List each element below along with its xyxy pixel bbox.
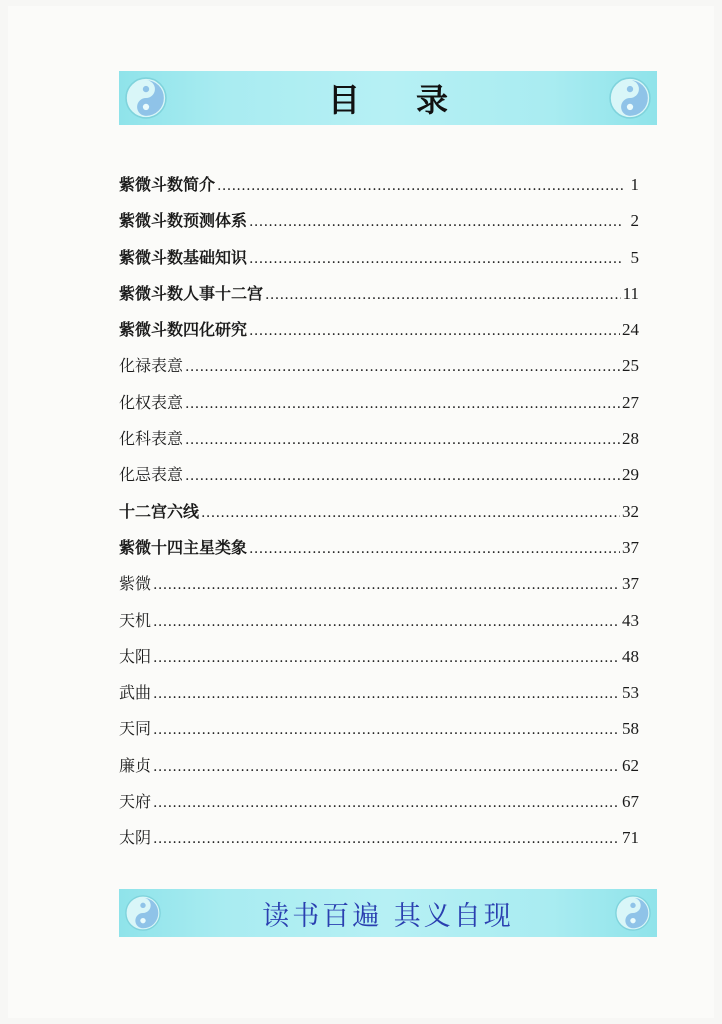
toc-entry-page-number: 67 bbox=[622, 792, 639, 812]
toc-entry[interactable] bbox=[119, 385, 639, 421]
toc-entry[interactable] bbox=[119, 748, 639, 784]
dot-leader bbox=[249, 313, 620, 349]
toc-entry-page-number: 28 bbox=[622, 429, 639, 449]
toc-entry-title: 十二宫六线 bbox=[119, 501, 200, 521]
toc-entry-page-number: 48 bbox=[622, 646, 639, 666]
toc-entry-title: 紫微斗数预测体系 bbox=[119, 211, 248, 231]
footer-banner bbox=[119, 889, 657, 937]
dot-leader bbox=[153, 604, 620, 640]
dot-leader bbox=[249, 531, 620, 567]
dot-leader bbox=[185, 422, 620, 458]
dot-leader bbox=[153, 749, 620, 785]
toc-entry-title: 化禄表意 bbox=[119, 356, 184, 376]
toc-entry-title: 紫微斗数基础知识 bbox=[119, 247, 248, 267]
toc-entry[interactable] bbox=[119, 784, 639, 820]
toc-entry-page-number: 11 bbox=[622, 283, 639, 303]
page-title: 目录 bbox=[327, 81, 504, 119]
toc-entry-title: 天同 bbox=[119, 719, 152, 739]
dot-leader bbox=[153, 785, 620, 821]
toc-entry-title: 天机 bbox=[119, 610, 152, 630]
toc-entry[interactable] bbox=[119, 820, 639, 856]
dot-leader bbox=[185, 386, 620, 422]
toc-entry-title: 化科表意 bbox=[119, 429, 184, 449]
toc-entry-page-number: 5 bbox=[630, 247, 639, 267]
toc-entry-title: 太阳 bbox=[119, 646, 152, 666]
toc-entry[interactable] bbox=[119, 530, 639, 566]
dot-leader bbox=[185, 349, 620, 385]
toc-entry-title: 武曲 bbox=[119, 683, 152, 703]
toc-entry[interactable] bbox=[119, 639, 639, 675]
dot-leader bbox=[249, 241, 623, 277]
footer-motto: 读书百遍 其义自现 bbox=[262, 900, 514, 932]
toc-entry[interactable] bbox=[119, 711, 639, 747]
toc-entry-page-number: 27 bbox=[622, 392, 639, 412]
dot-leader bbox=[153, 712, 620, 748]
toc-entry-title: 紫微斗数简介 bbox=[119, 175, 216, 194]
toc-entry[interactable] bbox=[119, 603, 639, 639]
toc-entry[interactable] bbox=[119, 421, 639, 457]
toc-entry-title: 化忌表意 bbox=[119, 465, 184, 485]
taiji-icon bbox=[609, 77, 651, 119]
dot-leader bbox=[201, 495, 620, 531]
toc-entry[interactable] bbox=[119, 566, 639, 602]
toc-entry[interactable] bbox=[119, 312, 639, 348]
toc-entry-title: 紫微斗数四化研究 bbox=[119, 320, 248, 340]
toc-entry[interactable] bbox=[119, 167, 639, 203]
dot-leader bbox=[265, 277, 621, 313]
header-banner bbox=[119, 71, 657, 125]
toc-entry-page-number: 58 bbox=[622, 719, 639, 739]
dot-leader bbox=[153, 640, 620, 676]
toc-entry-page-number: 2 bbox=[630, 211, 639, 231]
toc-entry-page-number: 32 bbox=[622, 501, 639, 521]
toc-entry-title: 廉贞 bbox=[119, 755, 152, 775]
toc-entry[interactable] bbox=[119, 675, 639, 711]
toc-entry[interactable] bbox=[119, 276, 639, 312]
toc-entry-page-number: 29 bbox=[622, 465, 639, 485]
dot-leader bbox=[185, 458, 620, 494]
toc-entry-page-number: 53 bbox=[622, 683, 639, 703]
taiji-icon bbox=[615, 895, 651, 931]
toc-entry-page-number: 37 bbox=[622, 574, 639, 594]
toc-entry[interactable] bbox=[119, 348, 639, 384]
toc-entry-page-number: 43 bbox=[622, 610, 639, 630]
toc-entry-title: 紫微 bbox=[119, 574, 152, 594]
toc-entry[interactable] bbox=[119, 494, 639, 530]
dot-leader bbox=[153, 821, 620, 857]
toc-entry-page-number: 62 bbox=[622, 755, 639, 775]
dot-leader bbox=[249, 204, 623, 240]
toc-entry-page-number: 37 bbox=[622, 537, 639, 557]
toc-entry-title: 天府 bbox=[119, 792, 152, 812]
toc-entry-title: 紫微斗数人事十二宫 bbox=[119, 283, 264, 303]
toc-entry-title: 紫微十四主星类象 bbox=[119, 537, 248, 557]
toc-entry[interactable] bbox=[119, 240, 639, 276]
toc-entry-title: 太阴 bbox=[119, 828, 152, 848]
dot-leader bbox=[153, 567, 620, 603]
dot-leader bbox=[217, 168, 623, 204]
toc-entry[interactable] bbox=[119, 203, 639, 239]
toc-entry-page-number: 25 bbox=[622, 356, 639, 376]
toc-entry-page-number: 24 bbox=[622, 320, 639, 340]
toc-entry-title: 化权表意 bbox=[119, 392, 184, 412]
toc-entry[interactable] bbox=[119, 457, 639, 493]
toc-entry-page-number: 1 bbox=[630, 175, 639, 194]
table-of-contents bbox=[119, 167, 639, 857]
toc-entry-page-number: 71 bbox=[622, 828, 639, 848]
dot-leader bbox=[153, 676, 620, 712]
